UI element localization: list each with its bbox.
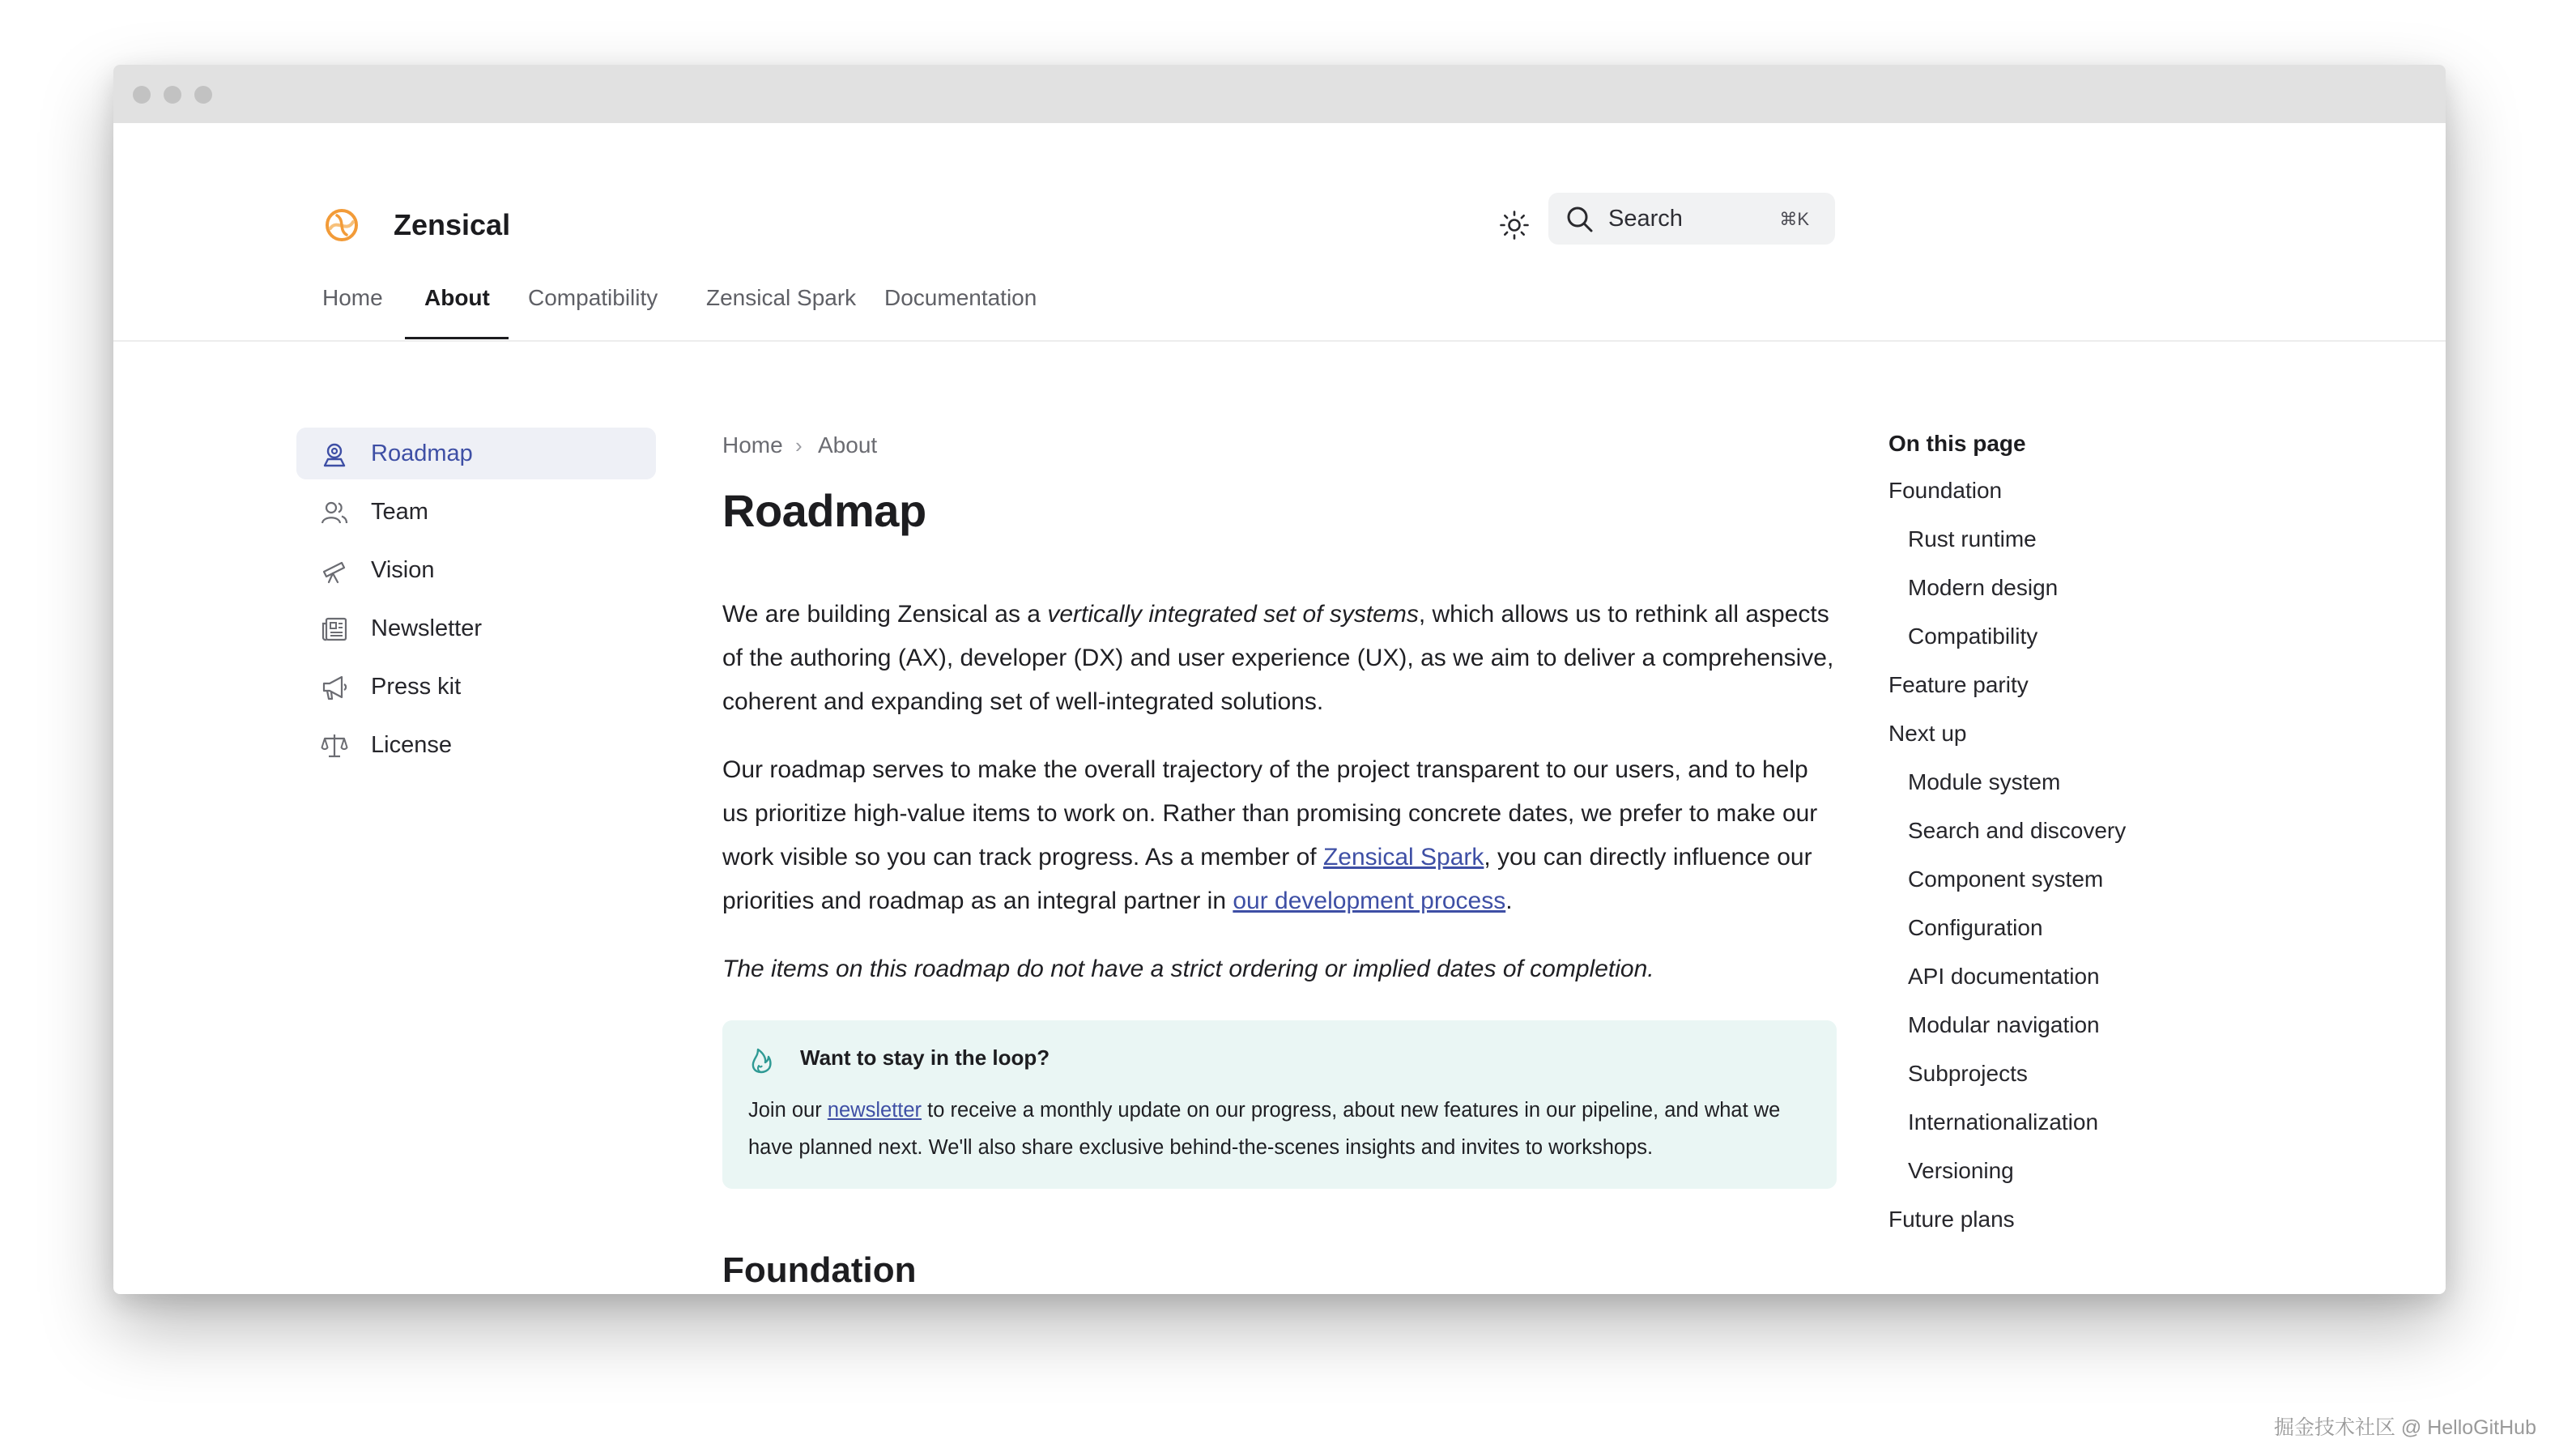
sidebar-item-vision[interactable]: [296, 544, 656, 596]
text: We are building Zensical as a: [722, 601, 1048, 628]
sidebar-item-label: Roadmap: [371, 441, 473, 466]
tab-about[interactable]: About: [424, 285, 490, 310]
telescope-icon: [321, 557, 348, 585]
toc-item-future-plans[interactable]: Future plans: [1888, 1207, 2015, 1232]
sidebar-item-roadmap[interactable]: [296, 428, 656, 479]
toc-item-component-system[interactable]: Component system: [1908, 866, 2104, 892]
team-icon: [321, 499, 348, 526]
scale-icon: [321, 732, 348, 760]
development-process-link[interactable]: our development process: [1233, 888, 1506, 914]
sidebar-item-newsletter[interactable]: [296, 602, 656, 654]
tab-home[interactable]: Home: [322, 285, 383, 310]
text: , which allows us to rethink all aspects of the authoring (AX), developer (DX) and user experience (UX), as we aim to deliver a comprehensive, coherent and expanding set of well-integrated solutions.: [722, 601, 1834, 715]
toc-item-versioning[interactable]: Versioning: [1908, 1158, 2014, 1183]
toc-item-configuration[interactable]: Configuration: [1908, 915, 2043, 940]
tab-zensical-spark[interactable]: Zensical Spark: [706, 285, 857, 310]
chevron-right-icon: ›: [795, 433, 803, 458]
search-box[interactable]: [1548, 193, 1835, 245]
text: , you can directly influence our priorities and roadmap as an integral partner in: [722, 844, 1812, 914]
toc-item-internationalization[interactable]: Internationalization: [1908, 1109, 2099, 1135]
watermark: 掘金技术社区 @ HelloGitHub: [2273, 1416, 2536, 1439]
search-shortcut: ⌘K: [1779, 209, 1809, 229]
toc-item-compatibility[interactable]: Compatibility: [1908, 624, 2038, 649]
sidebar-nav: [296, 428, 656, 777]
admonition-title: Want to stay in the loop?: [800, 1045, 1050, 1070]
roadmap-icon: [321, 441, 348, 468]
sidebar-item-license[interactable]: [296, 719, 656, 771]
zensical-logo-icon[interactable]: [322, 206, 361, 245]
toc-item-module-system[interactable]: Module system: [1908, 769, 2061, 794]
sidebar-item-label: Newsletter: [371, 615, 482, 641]
toc-item-search-and-discovery[interactable]: Search and discovery: [1908, 818, 2127, 843]
active-tab-indicator: [405, 337, 509, 339]
table-of-contents: [1888, 428, 2277, 1252]
sidebar-item-press-kit[interactable]: [296, 661, 656, 713]
toc-item-rust-runtime[interactable]: Rust runtime: [1908, 526, 2037, 551]
text: .: [1505, 888, 1513, 914]
megaphone-icon: [321, 674, 348, 701]
sun-icon: [1499, 210, 1530, 241]
toc-item-subprojects[interactable]: Subprojects: [1908, 1061, 2028, 1086]
toc-item-foundation[interactable]: Foundation: [1888, 478, 2003, 503]
page-title: Roadmap: [722, 485, 926, 536]
text: Our roadmap serves to make the overall trajectory of the project transparent to our users, and to help us prioritize high-value items to work on. Rather than promising concrete dates, we prefer to make our work visible so you can track progress. As a member of: [722, 756, 1818, 871]
text: Join our: [748, 1099, 828, 1122]
search-icon: [1565, 204, 1595, 235]
site-name[interactable]: Zensical: [394, 208, 511, 241]
breadcrumb-home[interactable]: Home: [722, 432, 783, 458]
breadcrumb-about[interactable]: About: [818, 432, 878, 458]
toc-title: On this page: [1888, 431, 2026, 456]
sidebar-item-label: Press kit: [371, 674, 462, 700]
tab-compatibility[interactable]: Compatibility: [528, 285, 658, 310]
disclaimer-paragraph: The items on this roadmap do not have a strict ordering or implied dates of completion.: [722, 956, 1654, 982]
newspaper-icon: [321, 615, 348, 643]
window-close-button[interactable]: [133, 86, 151, 104]
toc-item-modular-navigation[interactable]: Modular navigation: [1908, 1012, 2100, 1037]
window-maximize-button[interactable]: [194, 86, 212, 104]
intro-paragraph: [722, 593, 1837, 724]
info-admonition: [722, 1020, 1837, 1189]
search-label: Search: [1608, 206, 1683, 232]
sidebar-item-label: Vision: [371, 557, 435, 583]
breadcrumb: [722, 429, 1837, 462]
text: to receive a monthly update on our progress, about new features in our pipeline, and what we have planned next. We'll also share exclusive behind-the-scenes insights and invites to workshops.: [748, 1099, 1781, 1159]
admonition-body: [748, 1092, 1811, 1166]
roadmap-paragraph: [722, 748, 1837, 923]
toc-item-next-up[interactable]: Next up: [1888, 721, 1967, 746]
browser-window: [113, 65, 2446, 1294]
main-content: [722, 428, 1837, 1294]
toc-item-feature-parity[interactable]: Feature parity: [1888, 672, 2029, 697]
toc-item-api-documentation[interactable]: API documentation: [1908, 964, 2100, 989]
sidebar-item-team[interactable]: [296, 486, 656, 538]
zensical-spark-link[interactable]: Zensical Spark: [1322, 844, 1484, 871]
newsletter-link[interactable]: newsletter: [827, 1099, 922, 1122]
theme-toggle-button[interactable]: [1497, 207, 1532, 243]
sidebar-item-label: Team: [371, 499, 428, 525]
section-heading-foundation: Foundation: [722, 1250, 917, 1290]
toc-item-modern-design[interactable]: Modern design: [1908, 575, 2059, 600]
site-header: [113, 123, 2446, 342]
flame-icon: [747, 1043, 776, 1075]
window-minimize-button[interactable]: [164, 86, 181, 104]
window-titlebar: [113, 65, 2446, 123]
tab-documentation[interactable]: Documentation: [884, 285, 1037, 310]
emphasis-text: vertically integrated set of systems: [1047, 601, 1419, 628]
sidebar-item-label: License: [371, 732, 452, 758]
